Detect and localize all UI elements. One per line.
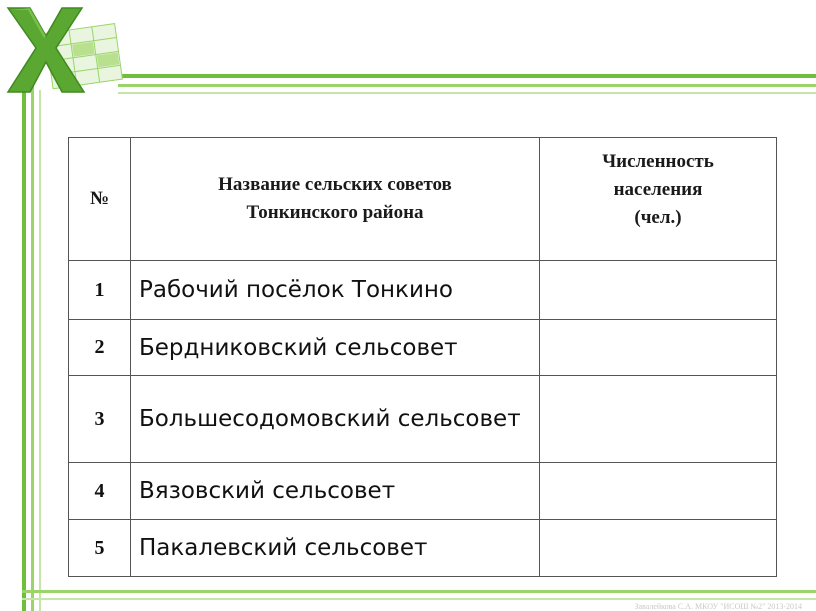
row-number: 2 (69, 320, 131, 376)
table-row (69, 376, 777, 463)
table-header-row (69, 138, 777, 261)
council-name: Пакалевский сельсовет (131, 520, 540, 577)
council-name: Вязовский сельсовет (131, 463, 540, 520)
frame-line-top (118, 84, 816, 87)
population-cell[interactable] (540, 376, 777, 463)
row-number: 4 (69, 463, 131, 520)
row-number: 3 (69, 376, 131, 463)
row-number: 1 (69, 261, 131, 320)
row-number: 5 (69, 520, 131, 577)
population-cell[interactable] (540, 320, 777, 376)
header-council-name (131, 138, 540, 261)
table-row (69, 320, 777, 376)
council-name: Бердниковский сельсовет (131, 320, 540, 376)
header-num (69, 138, 131, 261)
frame-line-top (118, 92, 816, 94)
excel-logo-icon (0, 0, 130, 100)
table-row (69, 261, 777, 320)
population-table (68, 137, 777, 577)
frame-line-left (22, 80, 26, 611)
frame-line-bottom (22, 598, 816, 600)
header-pop-line-1: Численность (602, 151, 714, 172)
frame-line-left (39, 90, 41, 611)
table-row (69, 463, 777, 520)
frame-line-bottom (22, 590, 816, 593)
table-row (69, 520, 777, 577)
footer-credit: Завалейкова С.А. МКОУ "ИСОШ №2" 2013-2014 (634, 602, 802, 611)
population-cell[interactable] (540, 520, 777, 577)
header-name-line-1: Название сельских советов (218, 174, 452, 195)
header-name-line-2: Тонкинского района (246, 202, 424, 223)
population-cell[interactable] (540, 463, 777, 520)
header-num-label: № (89, 188, 110, 209)
header-population (540, 138, 777, 261)
council-name: Большесодомовский сельсовет (131, 376, 540, 463)
population-cell[interactable] (540, 261, 777, 320)
council-name: Рабочий посёлок Тонкино (131, 261, 540, 320)
frame-line-left (31, 84, 34, 611)
header-pop-line-3: (чел.) (634, 207, 682, 228)
frame-line-top (118, 74, 816, 78)
header-pop-line-2: населения (613, 179, 703, 200)
